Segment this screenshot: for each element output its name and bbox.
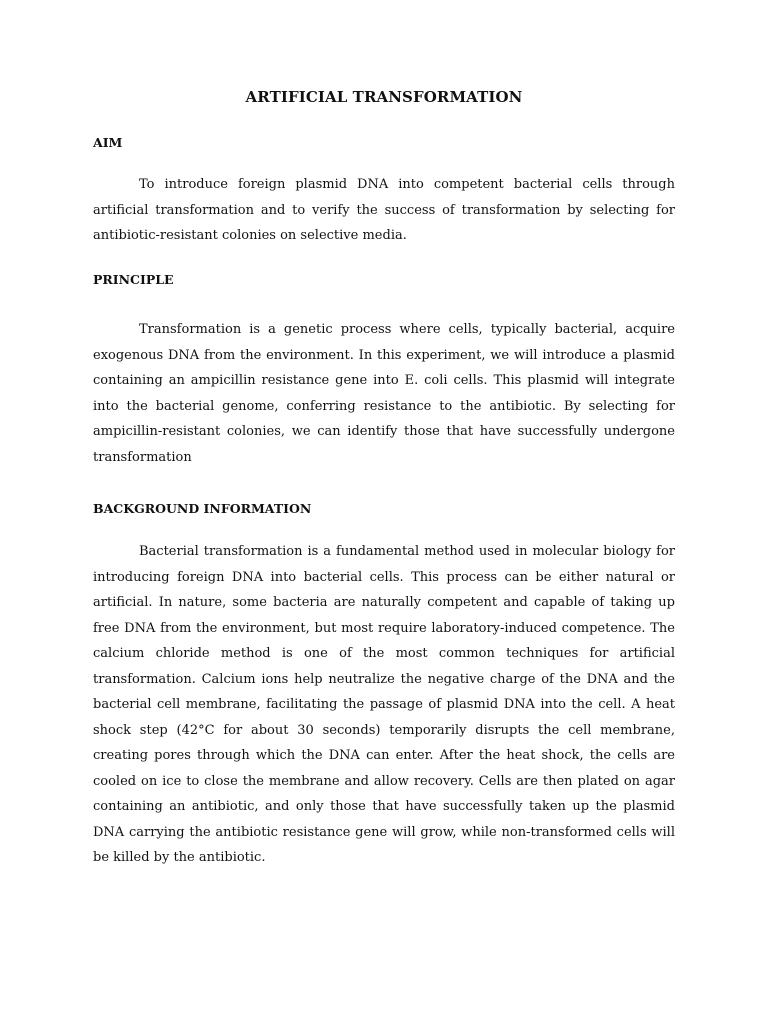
section-heading-background: BACKGROUND INFORMATION bbox=[93, 501, 312, 516]
section-heading-principle: PRINCIPLE bbox=[93, 272, 174, 287]
document-title: ARTIFICIAL TRANSFORMATION bbox=[245, 88, 523, 106]
section-paragraph-aim: To introduce foreign plasmid DNA into competent bacterial cells through artificial transformation and to verify the success of transformation by selecting for antibiotic-resistant colonies on selective media. bbox=[93, 177, 675, 243]
section-paragraph-principle: Transformation is a genetic process where cells, typically bacterial, acquire exogenous DNA from the environment. In this experiment, we will introduce a plasmid containing an ampicillin resistance gene into E. coli cells. This plasmid will integrate into the bacterial genome, conferring resistance to the antibiotic. By selecting for ampicillin-resistant colonies, we can identify those that have successfully undergone transformation bbox=[93, 322, 675, 465]
section-paragraph-background: Bacterial transformation is a fundamental method used in molecular biology for introducing foreign DNA into bacterial cells. This process can be either natural or artificial. In nature, some bacteria are naturally competent and capable of taking up free DNA from the environment, but most require laboratory-induced competence. The calcium chloride method is one of the most common techniques for artificial transformation. Calcium ions help neutralize the negative charge of the DNA and the bacterial cell membrane, facilitating the passage of plasmid DNA into the cell. A heat shock step (42°C for about 30 seconds) temporarily disrupts the cell membrane, creating pores through which the DNA can enter. After the heat shock, the cells are cooled on ice to close the membrane and allow recovery. Cells are then plated on agar containing an antibiotic, and only those that have successfully taken up the plasmid DNA carrying the antibiotic resistance gene will grow, while non-transformed cells will be killed by the antibiotic. bbox=[93, 544, 675, 865]
section-heading-aim: AIM bbox=[93, 135, 123, 150]
